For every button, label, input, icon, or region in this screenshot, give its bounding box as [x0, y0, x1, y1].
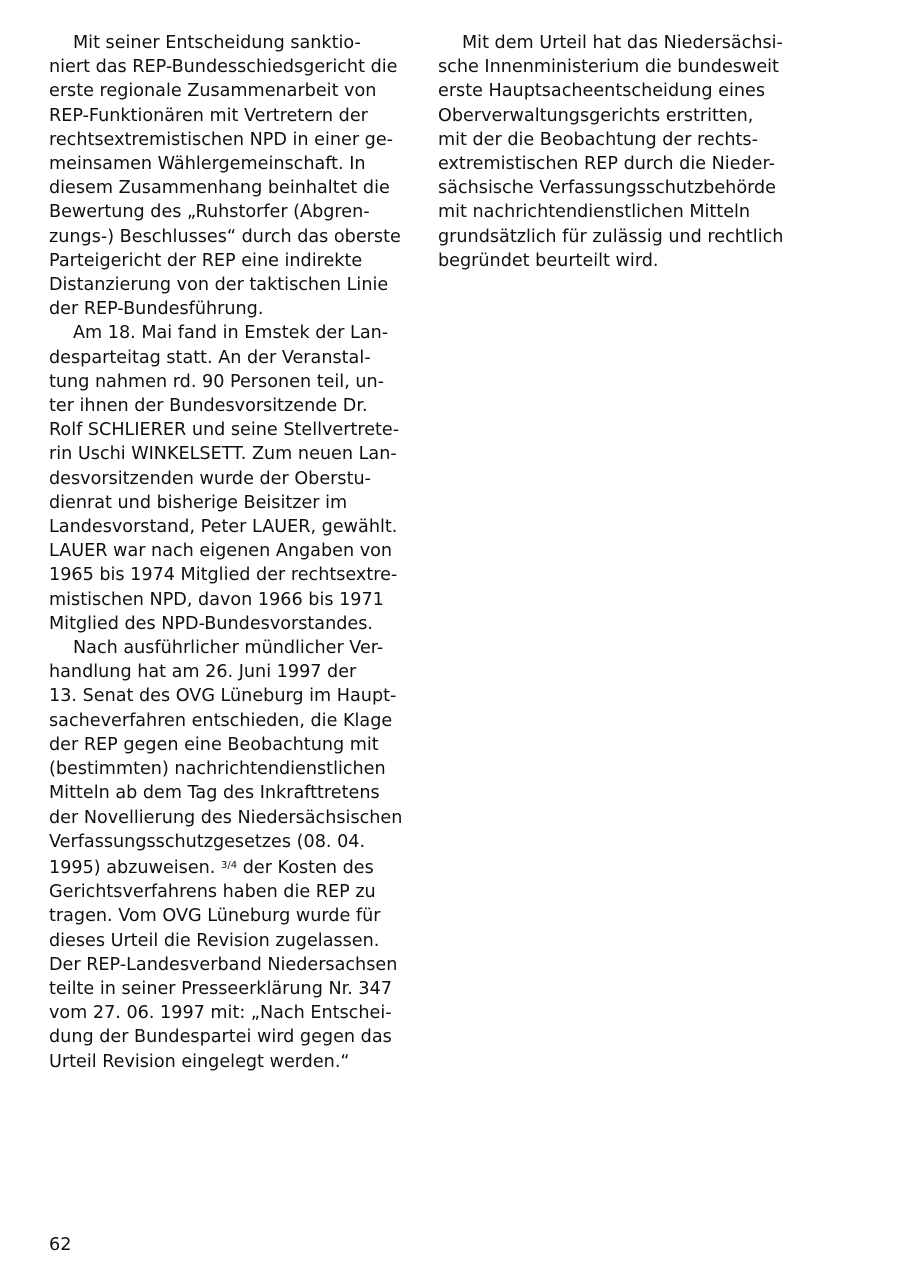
left-column [49, 31, 402, 1074]
text-line: dienrat und bisherige Beisitzer im [49, 492, 348, 513]
text-line: 13. Senat des OVG Lüneburg im Haupt- [49, 686, 397, 707]
text-line: Nach ausführlicher mündlicher Ver- [73, 638, 384, 659]
fraction-three-quarters: 3/4 [221, 859, 238, 871]
text-segment: der Kosten des [237, 857, 374, 878]
text-line: mistischen NPD, davon 1966 bis 1971 [49, 589, 384, 610]
text-line: (bestimmten) nachrichtendienstlichen [49, 759, 386, 780]
text-line: 1965 bis 1974 Mitglied der rechtsextre- [49, 565, 398, 586]
text-line: meinsamen Wählergemeinschaft. In [49, 154, 366, 175]
text-line: Urteil Revision eingelegt werden.“ [49, 1051, 350, 1072]
text-line: Mitteln ab dem Tag des Inkrafttretens [49, 783, 380, 804]
text-line: tragen. Vom OVG Lüneburg wurde für [49, 906, 381, 927]
text-line: dung der Bundespartei wird gegen das [49, 1027, 392, 1048]
text-line: diesem Zusammenhang beinhaltet die [49, 178, 390, 199]
text-line: Landesvorstand, Peter LAUER, gewählt. [49, 517, 398, 538]
paragraph-ovg-urteil [49, 636, 402, 1074]
text-line: sächsische Verfassungsschutzbehörde [438, 178, 777, 199]
text-line-with-fraction [49, 854, 402, 880]
text-line: Mitglied des NPD-Bundesvorstandes. [49, 613, 373, 634]
text-line: ter ihnen der Bundesvorsitzende Dr. [49, 396, 368, 417]
text-line: Mit seiner Entscheidung sanktio- [73, 33, 361, 53]
text-line: Mit dem Urteil hat das Niedersächsi- [462, 33, 783, 53]
text-line: dieses Urteil die Revision zugelassen. [49, 930, 380, 951]
right-column [438, 31, 783, 273]
text-line: Rolf SCHLIERER und seine Stellvertrete- [49, 420, 400, 441]
text-line: der Novellierung des Niedersächsischen [49, 807, 403, 828]
fraction-numerator: 3 [221, 859, 228, 871]
text-line: sche Innenministerium die bundesweit [438, 57, 779, 78]
text-line: zungs-) Beschlusses“ durch das oberste [49, 226, 401, 247]
text-line: handlung hat am 26. Juni 1997 der [49, 662, 357, 683]
text-line: der REP-Bundesführung. [49, 299, 264, 320]
text-line: Am 18. Mai fand in Emstek der Lan- [73, 323, 389, 344]
paragraph-innenministerium [438, 31, 783, 273]
text-line: extremistischen REP durch die Nieder- [438, 154, 775, 175]
text-line: Gerichtsverfahrens haben die REP zu [49, 882, 376, 903]
text-line: REP-Funktionären mit Vertretern der [49, 105, 368, 126]
text-line: tung nahmen rd. 90 Personen teil, un- [49, 371, 385, 392]
text-line: desparteitag statt. An der Veranstal- [49, 347, 371, 368]
page-number: 62 [49, 1235, 72, 1255]
text-line: Bewertung des „Ruhstorfer (Abgren- [49, 202, 370, 223]
paragraph-landesparteitag [49, 321, 402, 636]
text-line: grundsätzlich für zulässig und rechtlich [438, 226, 784, 247]
text-line: mit der die Beobachtung der rechts- [438, 129, 758, 150]
text-line: begründet beurteilt wird. [438, 250, 659, 271]
text-line: erste regionale Zusammenarbeit von [49, 81, 377, 102]
text-line: desvorsitzenden wurde der Oberstu- [49, 468, 371, 489]
text-line: mit nachrichtendienstlichen Mitteln [438, 202, 751, 223]
text-line: teilte in seiner Presseerklärung Nr. 347 [49, 978, 393, 999]
text-line: rin Uschi WINKELSETT. Zum neuen Lan- [49, 444, 397, 465]
text-line: Oberverwaltungsgerichts erstritten, [438, 105, 754, 126]
text-line: rechtsextremistischen NPD in einer ge- [49, 129, 393, 150]
paragraph-rep-schiedsgericht [49, 31, 402, 321]
text-line: sacheverfahren entschieden, die Klage [49, 710, 393, 731]
text-line: Parteigericht der REP eine indirekte [49, 250, 363, 271]
text-line: LAUER war nach eigenen Angaben von [49, 541, 393, 562]
text-line: vom 27. 06. 1997 mit: „Nach Entschei- [49, 1003, 392, 1024]
text-line: der REP gegen eine Beobachtung mit [49, 734, 379, 755]
fraction-denominator: 4 [230, 859, 238, 871]
text-line: Distanzierung von der taktischen Linie [49, 275, 389, 296]
text-line: Verfassungsschutzgesetzes (08. 04. [49, 831, 366, 852]
text-segment: 1995) abzuweisen. [49, 857, 221, 878]
text-line: erste Hauptsacheentscheidung eines [438, 81, 766, 102]
text-line: Der REP-Landesverband Niedersachsen [49, 954, 398, 975]
text-line: niert das REP-Bundesschiedsgericht die [49, 57, 398, 78]
